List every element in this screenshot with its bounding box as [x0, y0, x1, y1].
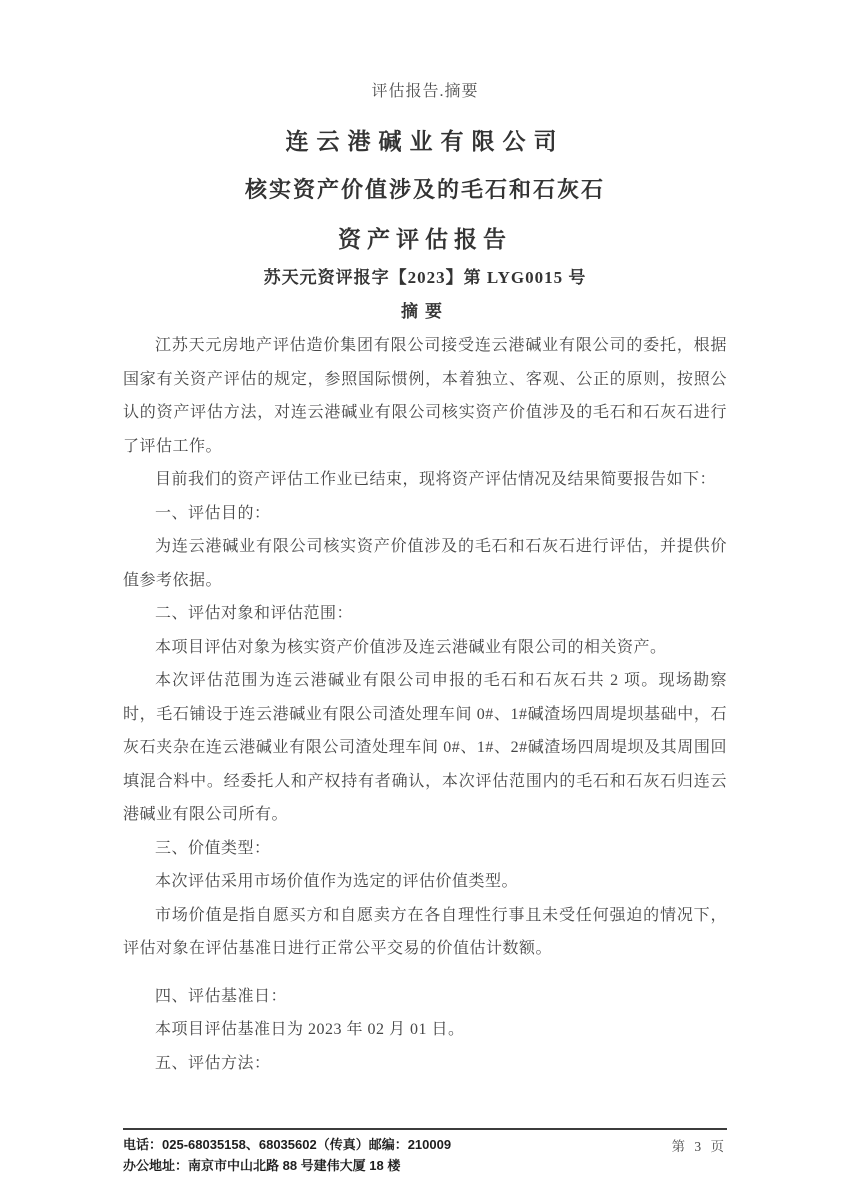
page-footer	[123, 1128, 727, 1176]
section-heading-value-type: 三、价值类型：	[155, 839, 271, 857]
body-paragraph: 江苏天元房地产评估造价集团有限公司接受连云港碱业有限公司的委托，根据国家有关资产评估的规定，参照国际惯例，本着独立、客观、公正的原则，按照公认的资产评估方法，对连云港碱业有限公司核实资产价值涉及的毛石和石灰石进行了评估工作。	[123, 337, 727, 455]
footer-contact-block	[123, 1134, 451, 1176]
section-heading-scope: 二、评估对象和评估范围：	[155, 605, 354, 622]
report-document-number: 苏天元资评报字【2023】第 LYG0015 号	[263, 268, 587, 287]
section-heading-purpose: 一、评估目的：	[155, 504, 271, 522]
section-heading-method: 五、评估方法：	[155, 1054, 271, 1072]
section-heading-abstract: 摘要	[401, 302, 449, 321]
body-paragraph: 市场价值是指自愿买方和自愿卖方在各自理性行事且未受任何强迫的情况下，评估对象在评估基准日进行正常公平交易的价值估计数额。	[123, 906, 727, 957]
footer-divider	[123, 1128, 727, 1130]
footer-page-number: 第 3 页	[671, 1139, 727, 1154]
body-paragraph: 本次评估范围为连云港碱业有限公司申报的毛石和石灰石共 2 项。现场勘察时，毛石铺设于连云港碱业有限公司渣处理车间 0#、1#碱渣场四周堤坝基础中，石灰石夹杂在连云港碱业有限公司渣处理车间 0#、1#、2#碱渣场四周堤坝及其周围回填混合料中。经委托人和产权持有者确认，本次评估范围内的毛石和石灰石归连云港碱业有限公司所有。	[123, 672, 727, 823]
body-paragraph: 目前我们的资产评估工作业已结束，现将资产评估情况及结果简要报告如下：	[155, 471, 717, 488]
report-type-title: 资产评估报告	[338, 227, 512, 252]
report-subject-title: 核实资产价值涉及的毛石和石灰石	[244, 177, 605, 202]
footer-phone-line: 电话：025-68035158、68035602（传真）邮编：210009	[123, 1137, 452, 1152]
body-paragraph: 本次评估采用市场价值作为选定的评估价值类型。	[155, 873, 519, 890]
section-heading-base-date: 四、评估基准日：	[155, 987, 288, 1005]
report-company-title: 连云港碱业有限公司	[285, 129, 565, 154]
page-header-label: 评估报告.摘要	[371, 83, 479, 100]
report-body	[123, 329, 727, 1080]
document-page	[123, 0, 727, 1200]
footer-address-line: 办公地址：南京市中山北路 88 号建伟大厦 18 楼	[123, 1158, 401, 1173]
body-paragraph: 本项目评估对象为核实资产价值涉及连云港碱业有限公司的相关资产。	[155, 638, 667, 656]
body-paragraph: 为连云港碱业有限公司核实资产价值涉及的毛石和石灰石进行评估，并提供价值参考依据。	[123, 538, 727, 589]
body-paragraph: 本项目评估基准日为 2023 年 02 月 01 日。	[155, 1021, 465, 1038]
